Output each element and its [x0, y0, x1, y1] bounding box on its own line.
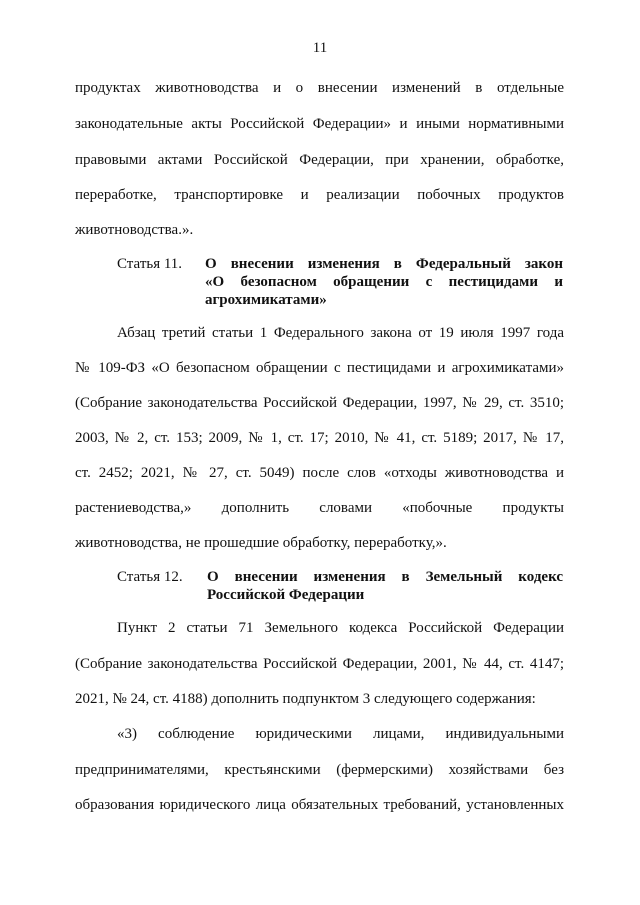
- para2-line-5: ст. 2452; 2021, № 27, ст. 5049) после слов «отходы животноводства и: [75, 465, 564, 481]
- para2-line-1: Абзац третий статьи 1 Федерального закона от 19 июля 1997 года: [117, 325, 564, 341]
- para2-line-6: растениеводства,» дополнить словами «побочные продукты: [75, 500, 564, 516]
- article-12-title-line-1: О внесении изменения в Земельный кодекс: [207, 569, 563, 585]
- para2-line-2: № 109-ФЗ «О безопасном обращении с пестицидами и агрохимикатами»: [75, 360, 564, 376]
- para3-line-1: Пункт 2 статьи 71 Земельного кодекса Российской Федерации: [117, 620, 564, 636]
- article-11-title-line-2: «О безопасном обращении с пестицидами и: [205, 274, 563, 290]
- para2-line-3: (Собрание законодательства Российской Федерации, 1997, № 29, ст. 3510;: [75, 395, 564, 411]
- para1-line-2: законодательные акты Российской Федерации» и иными нормативными: [75, 116, 564, 132]
- article-12-title-line-2: Российской Федерации: [207, 587, 365, 603]
- para2-line-4: 2003, № 2, ст. 153; 2009, № 1, ст. 17; 2010, № 41, ст. 5189; 2017, № 17,: [75, 430, 564, 446]
- para3-line-2: (Собрание законодательства Российской Федерации, 2001, № 44, ст. 4147;: [75, 656, 564, 672]
- para3-line-3: 2021, № 24, ст. 4188) дополнить подпунктом 3 следующего содержания:: [75, 691, 536, 707]
- para1-line-3: правовыми актами Российской Федерации, при хранении, обработке,: [75, 152, 564, 168]
- para2-line-7: животноводства, не прошедшие обработку, переработку,».: [75, 535, 447, 551]
- article-11-title-line-3: агрохимикатами»: [205, 292, 327, 308]
- para4-line-1: «3) соблюдение юридическими лицами, индивидуальными: [117, 726, 564, 742]
- page-number: 11: [312, 40, 328, 56]
- article-11-label: Статья 11.: [117, 256, 183, 272]
- para4-line-2: предпринимателями, крестьянскими (фермерскими) хозяйствами без: [75, 762, 564, 778]
- article-12-label: Статья 12.: [117, 569, 183, 585]
- para1-line-4: переработке, транспортировке и реализации побочных продуктов: [75, 187, 564, 203]
- para1-line-1: продуктах животноводства и о внесении изменений в отдельные: [75, 80, 564, 96]
- article-11-title-line-1: О внесении изменения в Федеральный закон: [205, 256, 563, 272]
- para4-line-3: образования юридического лица обязательных требований, установленных: [75, 797, 564, 813]
- para1-line-5: животноводства.».: [75, 222, 194, 238]
